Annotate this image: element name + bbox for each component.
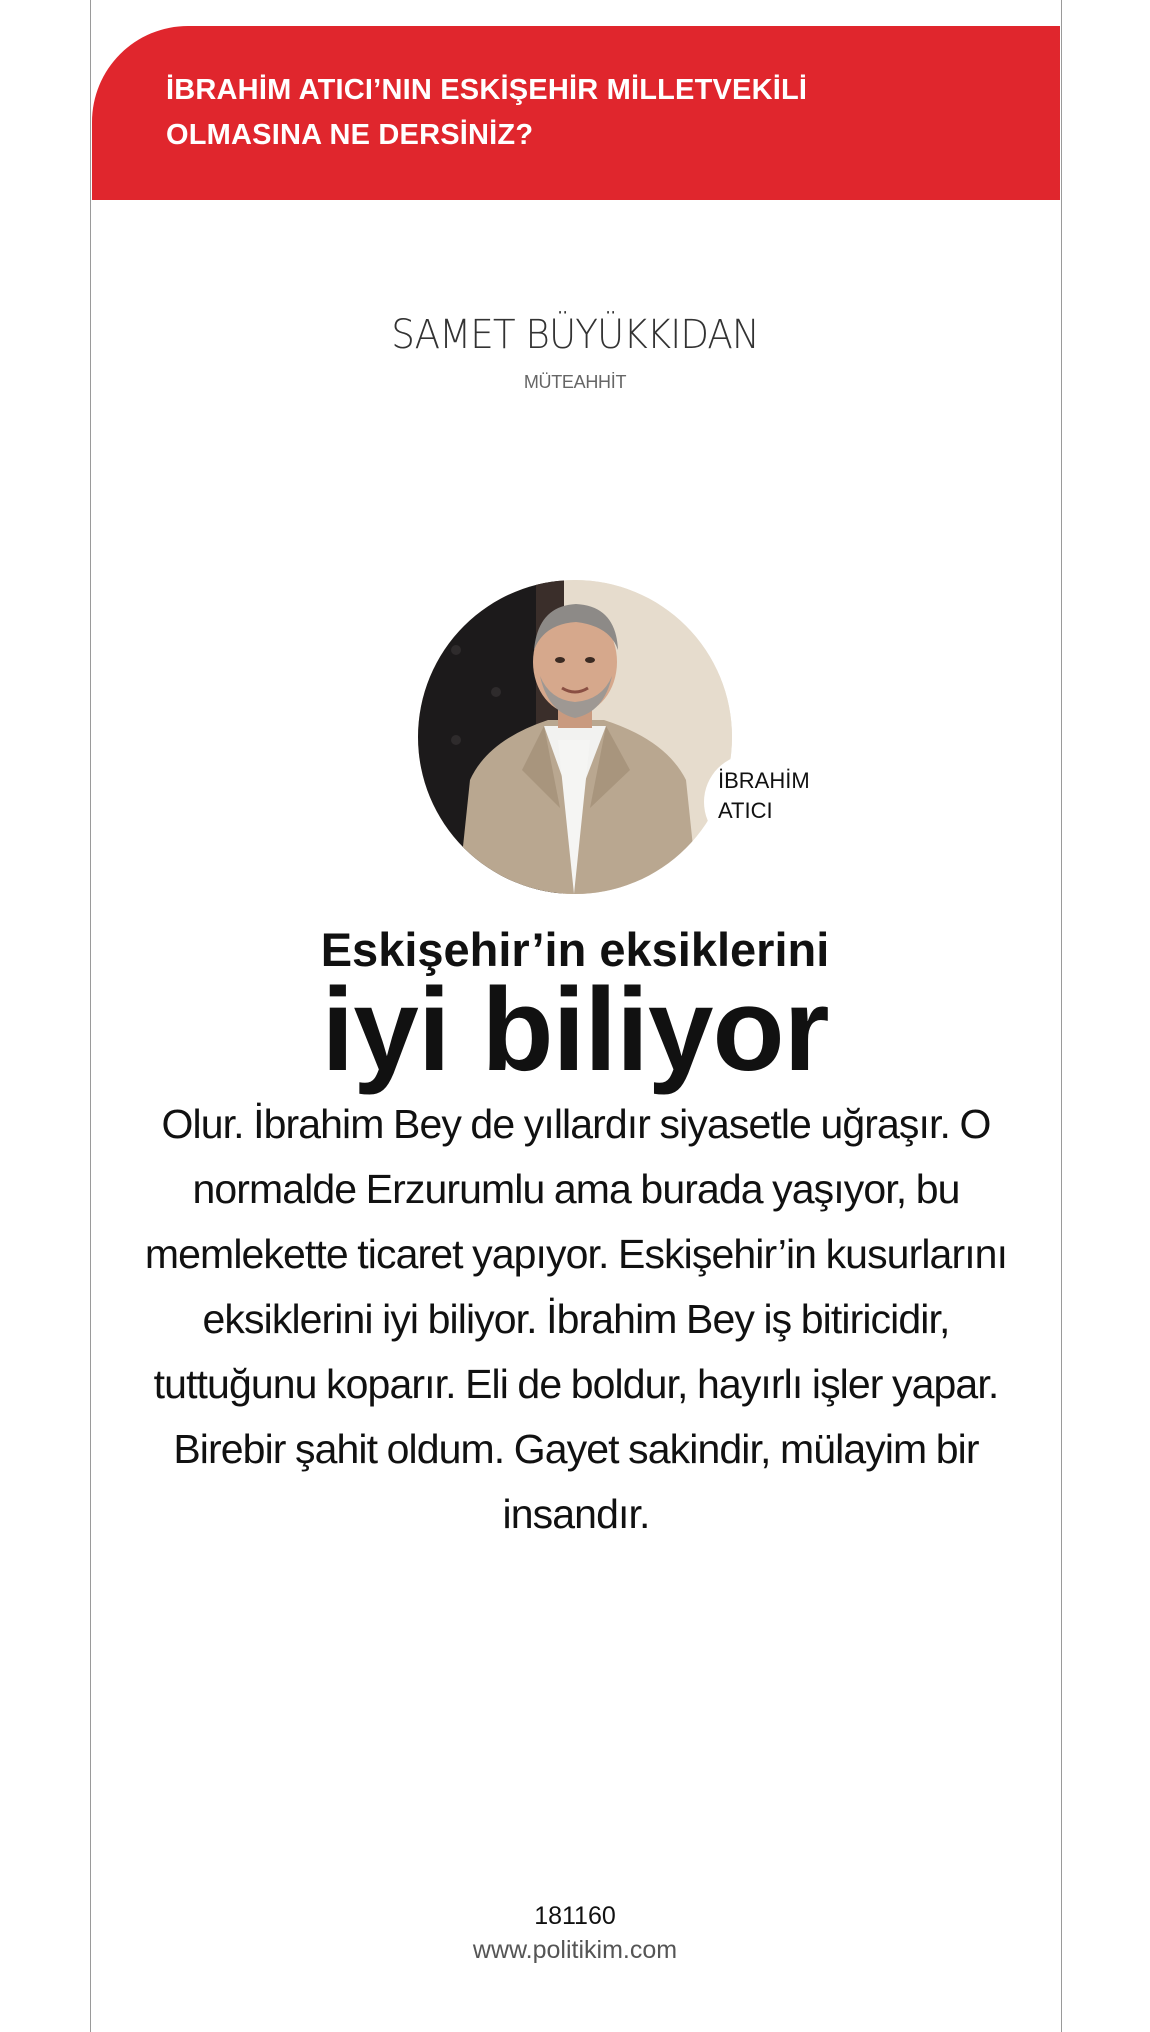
- footer-code: 181160: [534, 1902, 616, 1930]
- article-subheadline: Eskişehir’in eksiklerini: [320, 923, 830, 976]
- article-headline: iyi biliyor: [321, 964, 829, 1096]
- author-role: MÜTEAHHİT: [523, 372, 627, 392]
- portrait-photo: [418, 580, 732, 894]
- header-title: İBRAHİM ATICI’NIN ESKİŞEHİR MİLLETVEKİLİ OLMASINA NE DERSİNİZ?: [166, 74, 808, 151]
- footer-url[interactable]: www.politikim.com: [472, 1936, 678, 1964]
- portrait-illustration: [418, 580, 732, 894]
- article-body: Olur. İbrahim Bey de yıllardır siyasetle uğraşır. O normalde Erzurumlu ama burada yaşıyor, bu memlekette ticaret yapıyor. Eskişehir’in kusurlarını eksiklerini iyi biliyor. İbrahim Bey iş bitiricidir, tuttuğunu koparır. Eli de boldur, hayırlı işler yapar. Birebir şahit oldum. Gayet sakindir, mülayim bir insandır.: [144, 1101, 1008, 1537]
- portrait-label: İBRAHİM ATICI: [718, 768, 810, 823]
- author-name: SAMET BÜYÜKKIDAN: [391, 312, 759, 358]
